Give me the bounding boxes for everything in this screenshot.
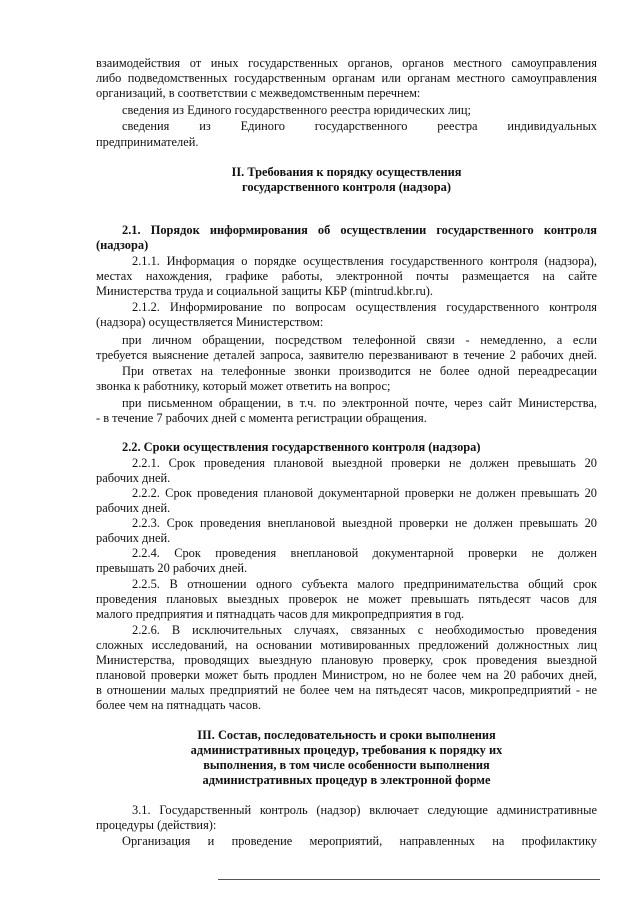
text-line: 2.1.1. Информация о порядке осуществления государственного контроля (надзора), xyxy=(132,254,597,268)
text-line: либо подведомственных государственным органам или органам местного самоуправления xyxy=(96,71,597,85)
text-line: 2.1.2. Информирование по вопросам осуществления государственного контроля xyxy=(132,300,597,314)
text-line: при личном обращении, посредством телефонной связи - немедленно, а если xyxy=(122,333,597,347)
text-line: государственного контроля (надзора) xyxy=(242,180,451,194)
text-line: административных процедур, требования к порядку их xyxy=(190,743,503,757)
text-line: более чем на пятнадцать часов. xyxy=(96,698,262,712)
text-line: 2.2.5. В отношении одного субъекта малого предпринимательства общий срок xyxy=(132,577,597,591)
text-line: 2.2.6. В исключительных случаях, связанных с необходимостью проведения xyxy=(132,623,597,637)
text-line: плановой проверки может быть продлен Министром, но не более чем на 20 рабочих дней, xyxy=(96,668,597,682)
text-line: Министерства, проводящих выездную плановую проверку, срок проведения выездной xyxy=(96,653,597,667)
text-line: 2.2.1. Срок проведения плановой выездной проверки не должен превышать 20 xyxy=(132,456,597,470)
text-line: (надзора) осуществляется Министерством: xyxy=(96,315,324,329)
text-line: 2.2.3. Срок проведения внеплановой выездной проверки не должен превышать 20 xyxy=(132,516,597,530)
text-line: малого предприятия и пятнадцать часов для микропредприятия в год. xyxy=(96,607,465,621)
text-line: превышать 20 рабочих дней. xyxy=(96,561,248,575)
text-line: Организация и проведение мероприятий, направленных на профилактику xyxy=(122,834,597,848)
text-line: 3.1. Государственный контроль (надзор) включает следующие административные xyxy=(132,803,597,817)
text-line: требуется выяснение деталей запроса, заявителю перезванивают в течение 2 рабочих дней. xyxy=(96,348,597,362)
text-line: звонка к работнику, который может ответить на вопрос; xyxy=(96,379,391,393)
text-line: 2.2.4. Срок проведения внеплановой документарной проверки не должен xyxy=(132,546,597,560)
text-line: организаций, в соответствии с межведомственным перечнем: xyxy=(96,86,421,100)
text-line: II. Требования к порядку осуществления xyxy=(231,165,462,179)
text-line: процедуры (действия): xyxy=(96,818,217,832)
text-line: сложных исследований, на основании мотивированных предложений должностных лиц xyxy=(96,638,597,652)
text-line: (надзора) xyxy=(96,238,149,252)
bottom-rule xyxy=(218,879,600,880)
text-line: сведения из Единого государственного реестра юридических лиц; xyxy=(122,103,471,117)
text-line: рабочих дней. xyxy=(96,501,171,515)
text-line: взаимодействия от иных государственных органов, органов местного самоуправления xyxy=(96,56,597,70)
text-line: 2.2.2. Срок проведения плановой документарной проверки не должен превышать 20 xyxy=(132,486,597,500)
text-line: 2.1. Порядок информирования об осуществлении государственного контроля xyxy=(122,223,597,237)
text-line: рабочих дней. xyxy=(96,471,171,485)
text-line: Министерства труда и социальной защиты КБР (mintrud.kbr.ru). xyxy=(96,284,434,298)
text-line: рабочих дней. xyxy=(96,531,171,545)
text-line: При ответах на телефонные звонки производится не более одной переадресации xyxy=(122,364,597,378)
text-line: III. Состав, последовательность и сроки выполнения xyxy=(197,728,496,742)
text-line: административных процедур в электронной форме xyxy=(202,773,491,787)
text-line: при письменном обращении, в т.ч. по электронной почте, через сайт Министерства, xyxy=(122,396,597,410)
text-line: проведения плановых выездных проверок не может превышать пятьдесят часов для xyxy=(96,592,597,606)
text-line: предпринимателей. xyxy=(96,135,199,149)
text-line: сведения из Единого государственного реестра индивидуальных xyxy=(122,119,597,133)
text-line: - в течение 7 рабочих дней с момента регистрации обращения. xyxy=(96,411,427,425)
text-line: 2.2. Сроки осуществления государственного контроля (надзора) xyxy=(122,440,481,454)
text-line: в отношении малых предприятий не более чем на пятьдесят часов, микропредприятий - не xyxy=(96,683,597,697)
text-line: выполнения, в том числе особенности выполнения xyxy=(203,758,490,772)
text-line: местах нахождения, графике работы, электронной почты размещается на сайте xyxy=(96,269,597,283)
